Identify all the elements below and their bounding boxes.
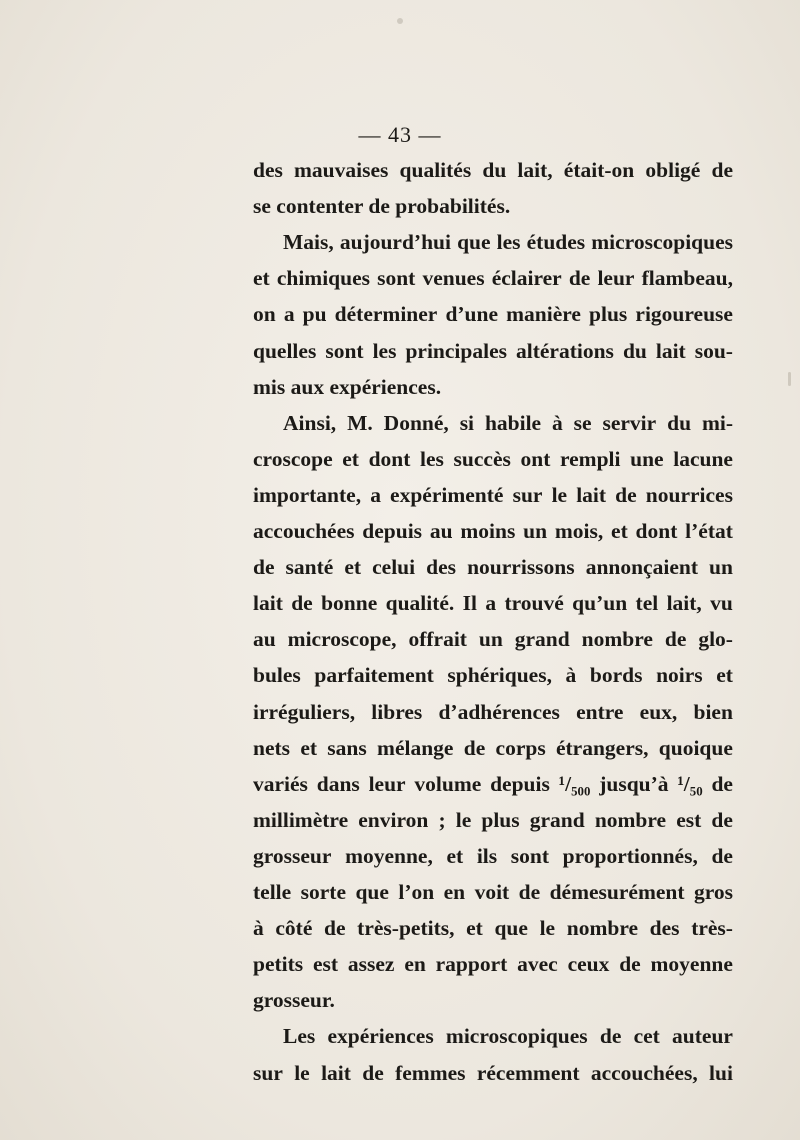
word: récemment — [476, 1060, 580, 1085]
word: du — [622, 338, 647, 363]
word: grosseur — [253, 843, 332, 868]
text-line: mis aux expériences. — [253, 374, 442, 399]
text-line — [253, 549, 733, 585]
word: et — [611, 519, 628, 543]
text-line — [253, 333, 733, 369]
word: le — [551, 482, 568, 507]
word: d’adhérences — [438, 699, 560, 724]
word: études — [526, 230, 586, 255]
word: mi- — [701, 410, 733, 435]
word: étrangers, — [555, 735, 649, 760]
word: depuis — [490, 771, 550, 796]
word: une — [630, 446, 664, 471]
text-line — [253, 152, 733, 188]
text-line — [253, 946, 733, 982]
word: des — [649, 916, 680, 941]
word: nombre — [594, 807, 667, 832]
word: voit — [474, 880, 510, 904]
word: accouchées — [253, 519, 355, 543]
word: de — [463, 735, 486, 760]
word: à — [552, 410, 563, 435]
word: moyenne — [650, 952, 733, 977]
word: de — [362, 1060, 384, 1085]
word: un — [523, 519, 548, 543]
word: irréguliers, — [253, 699, 356, 724]
word: d’une — [445, 302, 499, 327]
word: ont — [520, 446, 551, 471]
word: assez — [347, 952, 395, 977]
word: ¹/₅₀ — [677, 771, 703, 796]
word: grand — [529, 807, 585, 832]
word: plus — [481, 807, 520, 832]
word: trouvé — [504, 591, 564, 616]
word: très- — [691, 916, 733, 941]
word: a — [370, 482, 381, 507]
word: altérations — [516, 338, 614, 363]
word: nourrices — [645, 482, 733, 507]
word: entre — [576, 699, 624, 724]
word: Il — [462, 591, 478, 616]
word: avec — [517, 952, 558, 977]
word: de — [324, 916, 346, 941]
word: ; — [438, 807, 446, 832]
word: Les — [283, 1024, 316, 1049]
word: depuis — [362, 519, 423, 543]
text-line — [253, 838, 733, 874]
word: est — [676, 807, 702, 832]
word: chimiques — [276, 266, 370, 291]
word: à — [253, 916, 264, 941]
word: un — [478, 627, 503, 652]
word: démesurément — [549, 880, 685, 904]
word: lait — [576, 482, 607, 507]
text-line — [253, 621, 733, 657]
word: un — [709, 555, 733, 580]
word: l’état — [685, 519, 733, 543]
word: sans — [327, 735, 367, 760]
word: Ainsi, — [283, 410, 337, 435]
text-line — [283, 405, 733, 441]
word: dont — [368, 446, 411, 471]
text-line — [253, 477, 733, 513]
word: cet — [633, 1024, 660, 1049]
word: noirs — [656, 663, 703, 688]
word: si — [459, 410, 475, 435]
word: et — [300, 735, 318, 760]
text-line — [283, 1018, 733, 1054]
word: de — [291, 591, 313, 616]
word: déterminer — [334, 302, 438, 327]
word: en — [443, 880, 466, 904]
word: se — [573, 410, 592, 435]
word: volume — [414, 771, 482, 796]
word: bonne — [321, 591, 378, 616]
word: corps — [495, 735, 546, 760]
word: M. — [347, 410, 373, 435]
word: parfaitement — [314, 663, 434, 688]
word: à — [565, 663, 577, 688]
word: bords — [589, 663, 643, 688]
word: quoique — [658, 735, 733, 760]
word: du — [667, 410, 692, 435]
word: sont — [325, 338, 364, 363]
word: de — [568, 266, 591, 291]
text-line — [253, 513, 733, 549]
word: petits — [253, 952, 304, 977]
word: celui — [372, 555, 416, 580]
word: du — [482, 158, 507, 182]
word: et — [342, 446, 359, 471]
word: ils — [476, 843, 498, 868]
word: grand — [514, 627, 570, 652]
word: sur — [512, 482, 543, 507]
word: de — [615, 482, 637, 507]
word: et — [466, 916, 483, 941]
word: flambeau, — [641, 266, 733, 291]
word: mois, — [554, 519, 604, 543]
word: les — [420, 446, 444, 471]
text-line — [253, 657, 733, 693]
word: proportionnés, — [562, 843, 698, 868]
word: lait, — [666, 591, 702, 616]
word: le — [539, 916, 556, 941]
word: côté — [275, 916, 313, 941]
word: croscope — [253, 446, 333, 471]
word: glo- — [698, 627, 733, 652]
word: moins — [460, 519, 516, 543]
word: nombre — [581, 627, 653, 652]
word: annonçaient — [585, 555, 698, 580]
word: nourrissons — [467, 555, 575, 580]
word: le — [294, 1060, 310, 1085]
word: microscopiques — [445, 1024, 588, 1049]
word: de — [711, 843, 733, 868]
word: qualités — [399, 158, 472, 182]
word: sont — [510, 843, 549, 868]
text-line — [253, 766, 733, 802]
word: éclairer — [491, 266, 562, 291]
word: lait, — [517, 158, 553, 182]
word: lacune — [673, 446, 733, 471]
ink-speck — [788, 372, 791, 386]
page-number: — 43 — — [358, 122, 442, 147]
word: lait — [655, 338, 686, 363]
word: sou- — [694, 338, 733, 363]
text-line — [253, 910, 733, 946]
word: les — [496, 230, 521, 255]
word: offrait — [408, 627, 467, 652]
text-line — [253, 585, 733, 621]
word: libres — [371, 699, 423, 724]
word: environ — [358, 807, 429, 832]
word: telle — [253, 880, 292, 904]
word: millimètre — [253, 807, 349, 832]
word: bien — [693, 699, 733, 724]
word: de — [664, 627, 687, 652]
word: et — [344, 555, 362, 580]
word: au — [253, 627, 276, 652]
word: de — [711, 807, 733, 832]
word: jusqu’à — [599, 771, 669, 796]
word: et — [446, 843, 464, 868]
ink-speck — [397, 18, 403, 24]
word: sur — [253, 1060, 283, 1085]
text-line — [253, 260, 733, 296]
word: habile — [484, 410, 542, 435]
text-line: se contenter de probabilités. — [253, 194, 511, 219]
word: principales — [405, 338, 507, 363]
word: plus — [589, 302, 628, 327]
word: auteur — [672, 1024, 733, 1049]
word: vu — [710, 591, 733, 616]
word: rempli — [559, 446, 621, 471]
word: ceux — [567, 952, 610, 977]
word: de — [253, 555, 275, 580]
word: Donné, — [383, 410, 449, 435]
word: leur — [597, 266, 635, 291]
word: est — [313, 952, 339, 977]
word: en — [404, 952, 426, 977]
word: de — [711, 158, 733, 182]
word: eux, — [639, 699, 678, 724]
word: rapport — [435, 952, 508, 977]
word: nets — [253, 735, 291, 760]
word: dans — [316, 771, 360, 796]
word: leur — [368, 771, 406, 796]
word: le — [455, 807, 472, 832]
word: mélange — [377, 735, 454, 760]
text-line — [253, 694, 733, 730]
word: que — [457, 230, 491, 255]
word: de — [711, 771, 733, 796]
word: pu — [302, 302, 327, 327]
word: femmes — [395, 1060, 466, 1085]
word: microscope, — [287, 627, 397, 652]
word: expérimenté — [390, 482, 504, 507]
text-line — [253, 1055, 733, 1091]
word: dont — [635, 519, 678, 543]
word: obligé — [645, 158, 701, 182]
word: de — [518, 880, 541, 904]
word: des — [426, 555, 457, 580]
word: importante, — [253, 482, 362, 507]
word: gros — [693, 880, 733, 904]
text-line — [253, 802, 733, 838]
word: et — [253, 266, 270, 291]
text-line: grosseur. — [253, 988, 335, 1013]
word: on — [253, 302, 276, 327]
text-line — [253, 441, 733, 477]
word: expériences — [327, 1024, 434, 1049]
word: nombre — [566, 916, 639, 941]
word: Mais, — [283, 230, 334, 255]
word: que — [355, 880, 389, 904]
word: était-on — [563, 158, 635, 182]
text-line — [253, 730, 733, 766]
word: l’on — [398, 880, 435, 904]
word: succès — [453, 446, 511, 471]
word: qualité. — [385, 591, 455, 616]
word: sont — [377, 266, 416, 291]
text-line — [253, 874, 733, 910]
word: venues — [422, 266, 485, 291]
word: et — [716, 663, 733, 688]
word: variés — [253, 771, 308, 796]
word: qu’un — [572, 591, 628, 616]
word: manière — [506, 302, 581, 327]
word: tel — [635, 591, 659, 616]
word: accouchées, — [590, 1060, 698, 1085]
word: lait — [321, 1060, 351, 1085]
word: microscopiques — [591, 230, 733, 255]
text-line — [283, 224, 733, 260]
word: a — [485, 591, 497, 616]
word: mauvaises — [294, 158, 389, 182]
word: lait — [253, 591, 283, 616]
word: que — [494, 916, 528, 941]
word: lui — [709, 1060, 733, 1085]
word: très-petits, — [357, 916, 455, 941]
word: sphériques, — [447, 663, 552, 688]
word: quelles — [253, 338, 317, 363]
word: de — [619, 952, 641, 977]
word: aujourd’hui — [339, 230, 451, 255]
word: rigoureuse — [635, 302, 733, 327]
word: des — [253, 158, 283, 182]
word: a — [283, 302, 295, 327]
word: bules — [253, 663, 301, 688]
word: les — [372, 338, 397, 363]
word: de — [599, 1024, 622, 1049]
text-line — [253, 296, 733, 332]
word: servir — [602, 410, 657, 435]
word: moyenne, — [345, 843, 433, 868]
word: au — [429, 519, 453, 543]
word: sorte — [300, 880, 347, 904]
word: santé — [285, 555, 334, 580]
word: ¹/₅₀₀ — [558, 771, 591, 796]
